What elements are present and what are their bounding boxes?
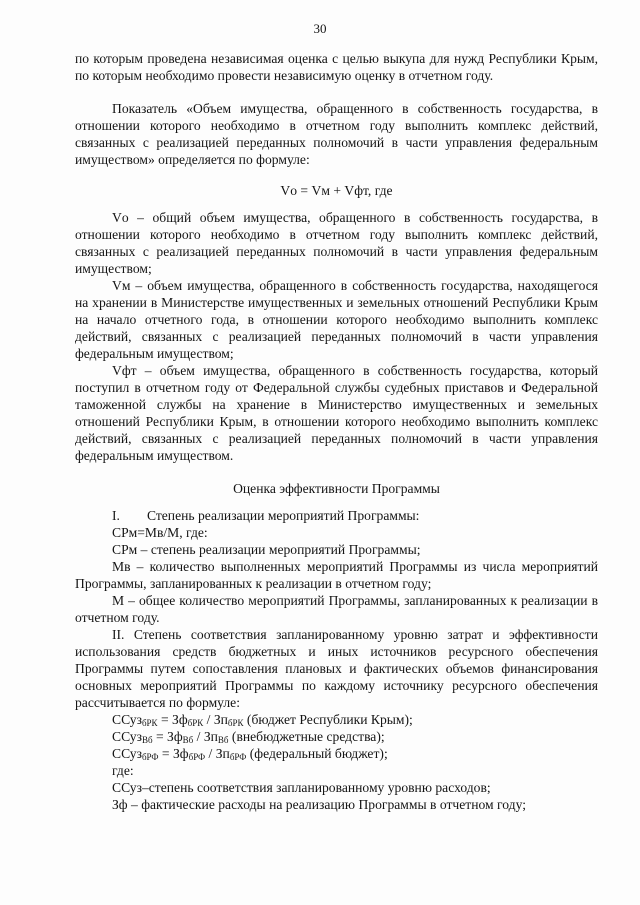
section-heading: Оценка эффективности Программы	[233, 481, 440, 496]
formula-srm: СРм=Мв/М, где:	[112, 525, 208, 540]
where-label: где:	[112, 763, 134, 778]
definition-m: М – общее количество мероприятий Программы, запланированных к реализации в отчетном году.	[75, 593, 598, 625]
formula-brk: ССуз$_{бРК}$ = $Зф_{бРК} / Зп_{бРК}$ (бюджет Республики Крым);	[112, 712, 413, 728]
item-1-number: I.	[112, 508, 120, 523]
item-1	[75, 507, 598, 524]
definition-zf: Зф – фактические расходы на реализацию Программы в отчетном году;	[112, 797, 526, 812]
definition-mv: Мв – количество выполненных мероприятий Программы из числа мероприятий Программы, запланированных к реализации в отчетном году;	[75, 559, 598, 591]
definition-vo: Vо – общий объем имущества, обращенного в собственность государства, в отношении которого необходимо в отчетном году выполнить комплекс действий, связанных с реализацией переданных полномочий в части управления федеральным имуществом;	[75, 210, 598, 276]
intro-paragraph: по которым проведена независимая оценка с целью выкупа для нужд Республики Крым, по которым необходимо провести независимую оценку в отчетном году.	[75, 51, 598, 83]
definition-ssuz: ССуз–степень соответствия запланированному уровню расходов;	[112, 780, 491, 795]
formula-brf: ССуз$_{бРФ}$ = $Зф_{бРФ} / Зп_{бРФ}$ (федеральный бюджет);	[112, 746, 388, 762]
indicator-paragraph: Показатель «Объем имущества, обращенного в собственность государства, в отношении которого необходимо в отчетном году выполнить комплекс действий, связанных с реализацией переданных полномочий в части управления федеральным имуществом» определяется по формуле:	[75, 101, 598, 167]
definition-srm: СРм – степень реализации мероприятий Программы;	[112, 542, 421, 557]
page-body	[75, 50, 598, 813]
definition-vm: Vм – объем имущества, обращенного в собственность государства, находящегося на хранении в Министерстве имущественных и земельных отношений Республики Крым на начало отчетного года, в отношении которого необходимо выполнить комплекс действий, связанных с реализацией переданных полномочий в части управления федеральным имуществом;	[75, 278, 598, 361]
formula-vb: ССуз$_{Вб}$ = $Зф_{Вб} / Зп_{Вб}$ (внебюджетные средства);	[112, 729, 385, 745]
item-2: II. Степень соответствия запланированному уровню затрат и эффективности использования средств бюджетных и иных источников ресурсного обеспечения Программы путем сопоставления плановых и фактических объемов финансирования основных мероприятий Программы по каждому источнику ресурсного обеспечения рассчитывается по формуле:	[75, 627, 598, 710]
formula-vo: Vо = Vм + Vфт, где	[280, 183, 393, 198]
page-number: 30	[313, 21, 327, 36]
item-1-title: Степень реализации мероприятий Программы:	[146, 508, 420, 523]
definition-vft: Vфт – объем имущества, обращенного в собственность государства, который поступил в отчетном году от Федеральной службы судебных приставов и Федеральной таможенной службы на хранение в Министерство имущественных и земельных отношений Республики Крым, в отношении которого необходимо выполнить комплекс действий, связанных с реализацией переданных полномочий в части управления федеральным имуществом.	[75, 363, 598, 463]
